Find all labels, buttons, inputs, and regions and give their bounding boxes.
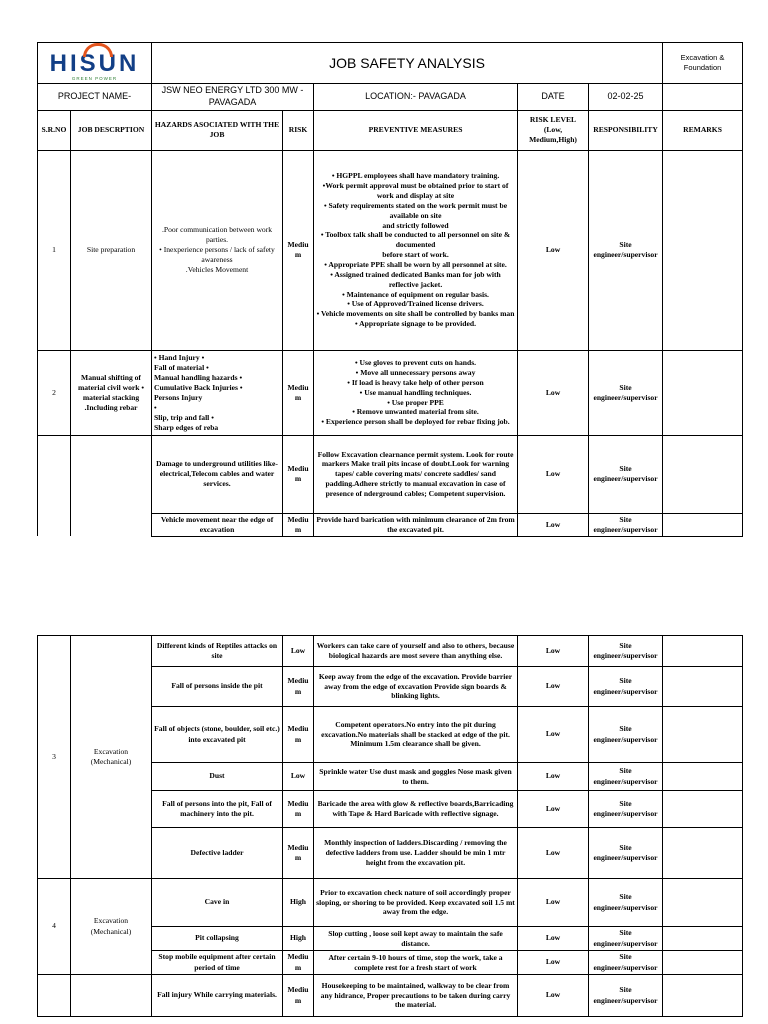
location-label: LOCATION:- PAVAGADA: [314, 83, 518, 110]
row-responsibility: Site engineer/supervisor: [589, 636, 663, 667]
project-value: JSW NEO ENERGY LTD 300 MW - PAVAGADA: [152, 83, 314, 110]
row-risk-level: Low: [518, 707, 589, 763]
row-risk-level: Low: [518, 150, 589, 350]
row-risk: Medium: [283, 707, 314, 763]
row-risk-level: Low: [518, 791, 589, 828]
row-remarks: [663, 150, 743, 350]
row-srno: [38, 435, 71, 536]
row-risk: High: [283, 879, 314, 927]
col-header-srno: S.R.NO: [38, 110, 71, 150]
row-measures: Workers can take care of yourself and also to others, because biological hazards are most severe than anything else.: [314, 636, 518, 667]
row-hazard: Dust: [152, 763, 283, 791]
row-measures: Follow Excavation clearnance permit system. Look for route markers Make trail pits incase of doubt.Look for warning tapes/ cable covering mats/ concrete saddles/ sand padding.Adhere strictly to manual excavation in case of presence of nderground cables; Competent supervision.: [314, 435, 518, 513]
row-srno: 1: [38, 150, 71, 350]
row-responsibility: Site engineer/supervisor: [589, 667, 663, 707]
document-title: JOB SAFETY ANALYSIS: [152, 43, 663, 84]
row-responsibility: Site engineer/supervisor: [589, 927, 663, 951]
row-risk: Medium: [283, 975, 314, 1017]
row-remarks: [663, 927, 743, 951]
table-row: [38, 150, 743, 350]
row-measures: After certain 9-10 hours of time, stop the work, take a complete rest for a fresh start of work: [314, 951, 518, 975]
project-row: [38, 83, 743, 110]
row-risk: Medium: [283, 828, 314, 879]
col-header-risk-level: RISK LEVEL (Low, Medium,High): [518, 110, 589, 150]
row-measures: • HGPPL employees shall have mandatory training. •Work permit approval must be obtained prior to start of work and display at site • Safety requirements stated on the work permit must be available on site and strictly followed • Toolbox talk shall be conducted to all personnel on site & documented before start of work. • Appropriate PPE shall be worn by all personnel at site. • Assigned trained dedicated Banks man for job with reflective jacket. • Maintenance of equipment on regular basis. • Use of Approved/Trained license drivers. • Vehicle movements on site shall be controlled by banks man • Appropriate signage to be provided.: [314, 150, 518, 350]
row-responsibility: Site engineer/supervisor: [589, 350, 663, 435]
row-hazard: Pit collapsing: [152, 927, 283, 951]
row-hazard: Fall injury While carrying materials.: [152, 975, 283, 1017]
row-measures: Prior to excavation check nature of soil accordingly proper sloping, or shoring to be provided. Keep excavated soil 1.5 mt away from the edge.: [314, 879, 518, 927]
row-remarks: [663, 636, 743, 667]
category-label: Excavation & Foundation: [663, 43, 743, 84]
row-job: [71, 975, 152, 1017]
row-risk: Medium: [283, 350, 314, 435]
row-measures: Monthly inspection of ladders.Discarding / removing the defective ladders from use. Ladder should be min 1 mtr height from the excavation pit.: [314, 828, 518, 879]
row-risk: Medium: [283, 150, 314, 350]
row-risk: Medium: [283, 791, 314, 828]
row-risk-level: Low: [518, 636, 589, 667]
row-risk-level: Low: [518, 951, 589, 975]
row-responsibility: Site engineer/supervisor: [589, 435, 663, 513]
row-measures: Sprinkle water Use dust mask and goggles Nose mask given to them.: [314, 763, 518, 791]
table-row: [38, 975, 743, 1017]
row-risk-level: Low: [518, 513, 589, 536]
row-responsibility: Site engineer/supervisor: [589, 513, 663, 536]
company-logo: [38, 43, 152, 84]
row-risk: Medium: [283, 951, 314, 975]
row-job: [71, 435, 152, 536]
row-measures: Keep away from the edge of the excavation. Provide barrier away from the edge of excavation Provide sign boards & blinking lights.: [314, 667, 518, 707]
date-label: DATE: [518, 83, 589, 110]
jsa-table-page1: [37, 42, 743, 537]
row-srno: 2: [38, 350, 71, 435]
table-row: [38, 879, 743, 927]
row-risk-level: Low: [518, 975, 589, 1017]
row-remarks: [663, 513, 743, 536]
row-risk-level: Low: [518, 435, 589, 513]
header-row: [38, 43, 743, 84]
row-measures: Competent operators.No entry into the pit during excavation.No materials shall be stacked at edge of the pit. Minimum 1.5m clearance shall be given.: [314, 707, 518, 763]
row-remarks: [663, 707, 743, 763]
col-header-risk: RISK: [283, 110, 314, 150]
row-risk: Low: [283, 763, 314, 791]
row-hazard: Cave in: [152, 879, 283, 927]
row-responsibility: Site engineer/supervisor: [589, 763, 663, 791]
date-value: 02-02-25: [589, 83, 663, 110]
row-remarks: [663, 763, 743, 791]
row-risk: Medium: [283, 435, 314, 513]
row-hazard: Fall of objects (stone, boulder, soil etc.) into excavated pit: [152, 707, 283, 763]
row-job: Manual shifting of material civil work • material stacking .Including rebar: [71, 350, 152, 435]
row-remarks: [663, 951, 743, 975]
row-measures: Housekeeping to be maintained, walkway to be clear from any hidrance, Proper precautions to be taken during carry the material.: [314, 975, 518, 1017]
col-header-responsibility: RESPONSIBILITY: [589, 110, 663, 150]
logo-swoosh-icon: [83, 43, 113, 57]
col-header-measures: PREVENTIVE MEASURES: [314, 110, 518, 150]
row-job: Site preparation: [71, 150, 152, 350]
row-remarks: [663, 435, 743, 513]
row-srno: [38, 975, 71, 1017]
col-header-hazards: HAZARDS ASOCIATED WITH THE JOB: [152, 110, 283, 150]
row-risk-level: Low: [518, 927, 589, 951]
table-row: [38, 350, 743, 435]
row-remarks: [663, 350, 743, 435]
project-label: PROJECT NAME-: [38, 83, 152, 110]
row-job: Excavation (Mechanical): [71, 636, 152, 879]
jsa-table-page2: [37, 635, 743, 1017]
row-hazard: • Hand Injury • Fall of material • Manual handling hazards • Cumulative Back Injuries • Persons Injury • Slip, trip and fall • Sharp edges of reba: [152, 350, 283, 435]
row-remarks: [663, 828, 743, 879]
row-measures: Provide hard barication with minimum clearance of 2m from the excavated pit.: [314, 513, 518, 536]
row-hazard: .Poor communication between work parties. • Inexperience persons / lack of safety awareness .Vehicles Movement: [152, 150, 283, 350]
row-risk: Medium: [283, 667, 314, 707]
row-hazard: Stop mobile equipment after certain period of time: [152, 951, 283, 975]
col-header-remarks: REMARKS: [663, 110, 743, 150]
row-risk-level: Low: [518, 350, 589, 435]
row-risk-level: Low: [518, 879, 589, 927]
blank-cell: [663, 83, 743, 110]
row-responsibility: Site engineer/supervisor: [589, 828, 663, 879]
row-hazard: Damage to underground utilities like- electrical,Telecom cables and water services.: [152, 435, 283, 513]
col-header-job: JOB DESCRPTION: [71, 110, 152, 150]
logo-subtitle: GREEN POWER: [71, 76, 118, 81]
row-remarks: [663, 879, 743, 927]
row-measures: Baricade the area with glow & reflective boards,Barricading with Tape & Hard Baricade with reflective signage.: [314, 791, 518, 828]
row-measures: • Use gloves to prevent cuts on hands. • Move all unnecessary persons away • If load is heavy take help of other person • Use manual handling techniques. • Use proper PPE • Remove unwanted material from site. • Experience person shall be deployed for rebar fixing job.: [314, 350, 518, 435]
column-header-row: [38, 110, 743, 150]
row-srno: 3: [38, 636, 71, 879]
row-responsibility: Site engineer/supervisor: [589, 707, 663, 763]
row-hazard: Fall of persons into the pit, Fall of machinery into the pit.: [152, 791, 283, 828]
row-hazard: Defective ladder: [152, 828, 283, 879]
row-measures: Slop cutting , loose soil kept away to maintain the safe distance.: [314, 927, 518, 951]
row-srno: 4: [38, 879, 71, 975]
row-hazard: Vehicle movement near the edge of excavation: [152, 513, 283, 536]
row-responsibility: Site engineer/supervisor: [589, 150, 663, 350]
table-row: [38, 636, 743, 667]
row-remarks: [663, 667, 743, 707]
row-hazard: Different kinds of Reptiles attacks on site: [152, 636, 283, 667]
row-responsibility: Site engineer/supervisor: [589, 879, 663, 927]
row-responsibility: Site engineer/supervisor: [589, 975, 663, 1017]
row-risk-level: Low: [518, 763, 589, 791]
row-risk: High: [283, 927, 314, 951]
row-risk: Medium: [283, 513, 314, 536]
row-responsibility: Site engineer/supervisor: [589, 951, 663, 975]
row-risk-level: Low: [518, 667, 589, 707]
row-remarks: [663, 791, 743, 828]
row-job: Excavation (Mechanical): [71, 879, 152, 975]
row-responsibility: Site engineer/supervisor: [589, 791, 663, 828]
logo-text: HISUN: [49, 50, 140, 77]
row-remarks: [663, 975, 743, 1017]
row-risk: Low: [283, 636, 314, 667]
row-risk-level: Low: [518, 828, 589, 879]
table-row: [38, 435, 743, 513]
row-hazard: Fall of persons inside the pit: [152, 667, 283, 707]
